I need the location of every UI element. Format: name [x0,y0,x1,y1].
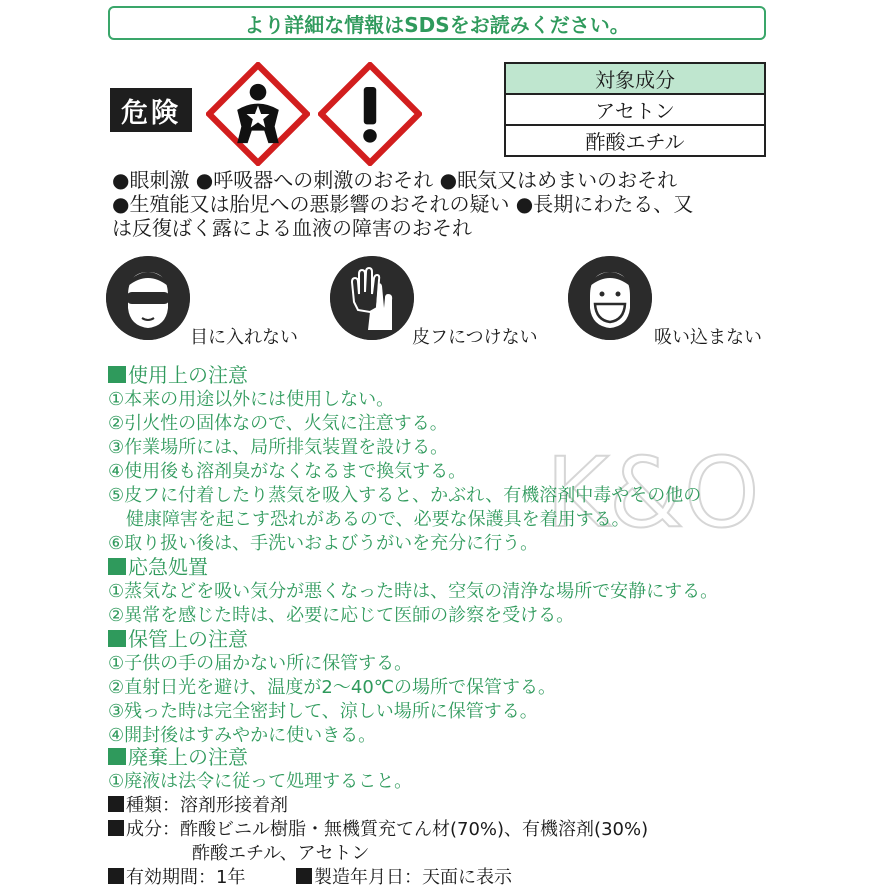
ppe-label-skin: 皮フにつけない [412,327,538,348]
components-header: 対象成分 [505,63,765,94]
hazard-line: は反復ばく露による血液の障害のおそれ [112,216,472,240]
watermark-text: K&O [546,438,760,538]
ppe-label-inhale: 吸い込まない [654,327,762,348]
square-bullet-icon [108,868,124,884]
hazard-line: ●生殖能又は胎児への悪影響のおそれの疑い ●長期にわたる、又 [112,192,694,216]
hazard-statements [112,168,772,240]
sds-notice-text: より詳細な情報はSDSをお読みください。 [244,12,630,37]
usage-line: ④使用後も溶剤臭がなくなるまで換気する。 [108,461,467,482]
spec-type: 種類：溶剤形接着剤 [108,794,288,817]
component-ethyl-acetate: 酢酸エチル [505,125,765,156]
sds-notice-banner [108,6,766,40]
ppe-label-eyes: 目に入れない [190,327,298,348]
disposal-line: ①廃液は法令に従って処理すること。 [108,771,413,792]
square-bullet-icon [108,366,126,383]
storage-line: ④開封後はすみやかに使いきる。 [108,725,377,746]
section-title-storage: 保管上の注意 [108,628,248,651]
square-bullet-icon [296,868,312,884]
target-components-table [504,62,766,157]
storage-line: ③残った時は完全密封して、涼しい場所に保管する。 [108,701,538,722]
storage-line: ①子供の手の届かない所に保管する。 [108,653,413,674]
section-title-disposal: 廃棄上の注意 [108,746,248,769]
spec-ingredients: 成分：酢酸ビニル樹脂・無機質充てん材(70%)、有機溶剤(30%) [108,818,648,841]
usage-line: ③作業場所には、局所排気装置を設ける。 [108,437,449,458]
exclamation-icon [318,62,422,166]
usage-line: ⑥取り扱い後は、手洗いおよびうがいを充分に行う。 [108,533,539,554]
first-aid-line: ②異常を感じた時は、必要に応じて医師の診察を受ける。 [108,605,575,626]
spec-manufacture-date: 製造年月日：天面に表示 [296,866,512,889]
usage-line: ⑤皮フに付着したり蒸気を吸入すると、かぶれ、有機溶剤中毒やその他の [108,485,702,506]
spec-expiry: 有効期間：1年 [108,866,245,889]
square-bullet-icon [108,796,124,812]
section-title-first-aid: 応急処置 [108,556,208,579]
spec-ingredients-cont: 酢酸エチル、アセトン [192,843,370,864]
usage-line: ①本来の用途以外には使用しない。 [108,389,395,410]
goggles-face-icon [106,256,190,340]
health-hazard-icon [206,62,310,166]
hazard-line: ●眼刺激 ●呼吸器への刺激のおそれ ●眠気又はめまいのおそれ [112,168,678,192]
gloves-icon [330,256,414,340]
first-aid-line: ①蒸気などを吸い気分が悪くなった時は、空気の清浄な場所で安静にする。 [108,581,719,602]
signal-word-badge: 危険 [110,88,192,132]
square-bullet-icon [108,748,126,765]
square-bullet-icon [108,558,126,575]
section-title-usage: 使用上の注意 [108,364,248,387]
storage-line: ②直射日光を避け、温度が2～40℃の場所で保管する。 [108,677,556,698]
square-bullet-icon [108,820,124,836]
component-acetone: アセトン [505,94,765,125]
square-bullet-icon [108,630,126,647]
usage-line: ②引火性の固体なので、火気に注意する。 [108,413,448,434]
usage-line: 健康障害を起こす恐れがあるので、必要な保護具を着用する。 [108,509,630,530]
mask-face-icon [568,256,652,340]
